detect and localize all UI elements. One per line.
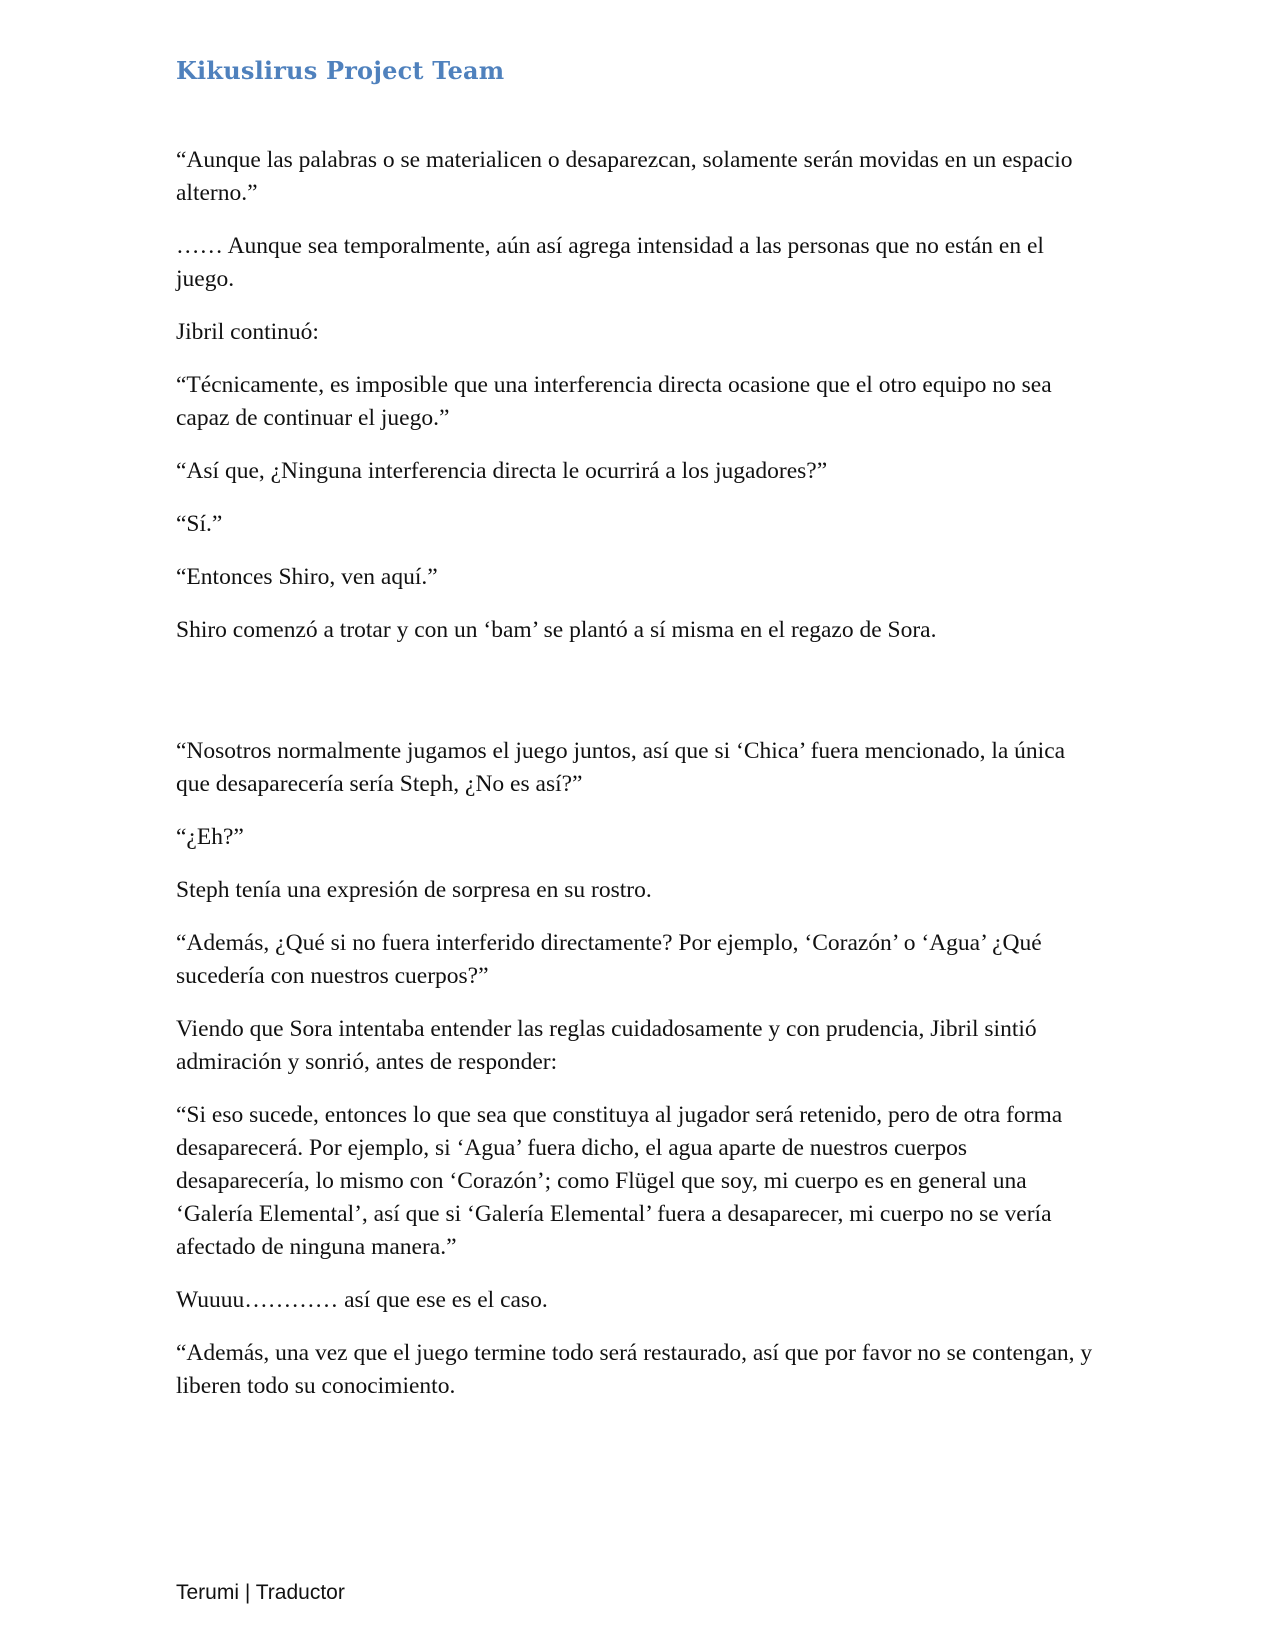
paragraph: “Si eso sucede, entonces lo que sea que constituya al jugador será retenido, pero de otra forma desaparecerá. Por ejemplo, si ‘Agua’ fuera dicho, el agua aparte de nuestros cuerpos desaparecería, lo mismo con ‘Corazón’; como Flügel que soy, mi cuerpo es en general una ‘Galería Elemental’, así que si ‘Galería Elemental’ fuera a desaparecer, mi cuerpo no se vería afectado de ninguna manera.” (176, 1102, 1063, 1260)
body-text-section-2 (176, 735, 1096, 1423)
page-footer: Terumi | Traductor (176, 1581, 345, 1604)
paragraph: …… Aunque sea temporalmente, aún así agrega intensidad a las personas que no están en el juego. (176, 233, 1044, 292)
paragraph: Viendo que Sora intentaba entender las reglas cuidadosamente y con prudencia, Jibril sintió admiración y sonrió, antes de responder: (176, 1016, 1037, 1075)
paragraph: “Además, ¿Qué si no fuera interferido directamente? Por ejemplo, ‘Corazón’ o ‘Agua’ ¿Qué sucedería con nuestros cuerpos?” (176, 930, 1042, 989)
paragraph: “Nosotros normalmente jugamos el juego juntos, así que si ‘Chica’ fuera mencionado, la única que desaparecería sería Steph, ¿No es así?” (176, 738, 1066, 797)
paragraph: Shiro comenzó a trotar y con un ‘bam’ se plantó a sí misma en el regazo de Sora. (176, 617, 937, 643)
paragraph: Jibril continuó: (176, 319, 319, 345)
paragraph: “Además, una vez que el juego termine todo será restaurado, así que por favor no se contengan, y liberen todo su conocimiento. (176, 1340, 1093, 1399)
page-header-title: Kikuslirus Project Team (176, 56, 505, 85)
paragraph: Steph tenía una expresión de sorpresa en su rostro. (176, 877, 652, 903)
paragraph: “Así que, ¿Ninguna interferencia directa le ocurrirá a los jugadores?” (176, 458, 828, 484)
paragraph: “Técnicamente, es imposible que una interferencia directa ocasione que el otro equipo no sea capaz de continuar el juego.” (176, 372, 1052, 431)
paragraph: “Sí.” (176, 511, 223, 537)
paragraph: “Entonces Shiro, ven aquí.” (176, 564, 438, 590)
body-text-section-1 (176, 144, 1096, 667)
paragraph: “Aunque las palabras o se materialicen o desaparezcan, solamente serán movidas en un espacio alterno.” (176, 147, 1073, 206)
paragraph: “¿Eh?” (176, 824, 244, 850)
paragraph: Wuuuu………… así que ese es el caso. (176, 1287, 548, 1313)
